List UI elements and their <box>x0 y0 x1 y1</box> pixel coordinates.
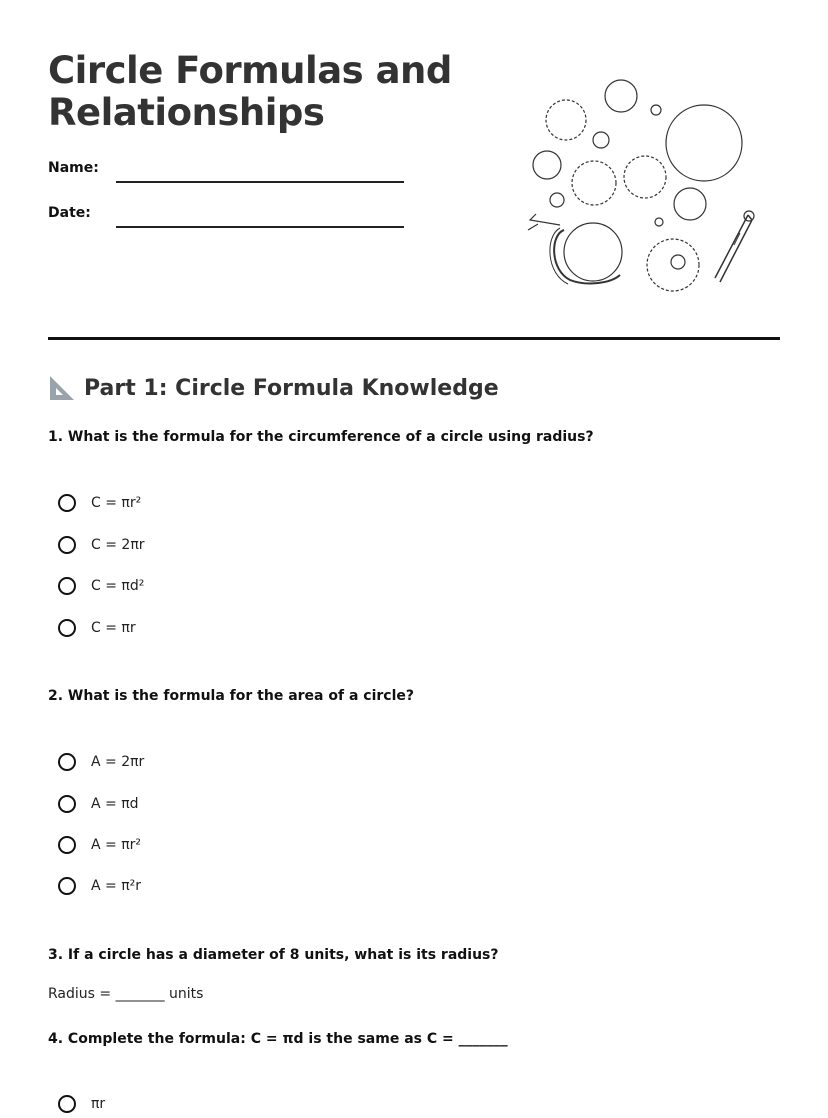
q2-option-1[interactable] <box>58 750 144 774</box>
q1-option-2[interactable] <box>58 533 145 557</box>
q1-option-4[interactable] <box>58 616 136 640</box>
circles-compass-tape-measure-icon <box>520 70 760 295</box>
radio-button[interactable] <box>58 494 76 512</box>
radio-button[interactable] <box>58 753 76 771</box>
option-label: C = πr² <box>91 495 142 511</box>
question-1: 1. What is the formula for the circumference of a circle using radius? <box>48 429 594 445</box>
radio-button[interactable] <box>58 795 76 813</box>
title-line-2: Relationships <box>48 91 325 134</box>
date-label: Date: <box>48 205 91 221</box>
option-label: πr <box>91 1096 106 1112</box>
radius-answer[interactable]: Radius = _______ units <box>48 986 204 1002</box>
q2-option-4[interactable] <box>58 874 141 898</box>
option-label: A = 2πr <box>91 754 145 770</box>
radio-button[interactable] <box>58 836 76 854</box>
q1-option-3[interactable] <box>58 574 144 598</box>
q1-option-1[interactable] <box>58 491 141 515</box>
radio-button[interactable] <box>58 536 76 554</box>
part-1-heading: Part 1: Circle Formula Knowledge <box>84 375 499 401</box>
radio-button[interactable] <box>58 1095 76 1113</box>
option-label: C = πd² <box>91 578 145 594</box>
option-label: A = πd <box>91 796 139 812</box>
section-divider <box>48 337 780 340</box>
option-label: C = πr <box>91 620 136 636</box>
option-label: A = π²r <box>91 878 142 894</box>
radio-button[interactable] <box>58 619 76 637</box>
question-4: 4. Complete the formula: C = πd is the same as C = _______ <box>48 1031 508 1047</box>
option-label: C = 2πr <box>91 537 145 553</box>
option-label: A = πr² <box>91 837 142 853</box>
name-field[interactable] <box>116 181 404 183</box>
title-line-1: Circle Formulas and <box>48 49 452 92</box>
q2-option-3[interactable] <box>58 833 141 857</box>
part-1-header <box>48 374 499 402</box>
question-3: 3. If a circle has a diameter of 8 units, what is its radius? <box>48 947 499 963</box>
radio-button[interactable] <box>58 577 76 595</box>
radio-button[interactable] <box>58 877 76 895</box>
page-title <box>48 50 452 134</box>
question-2: 2. What is the formula for the area of a circle? <box>48 688 414 704</box>
set-square-icon <box>48 374 76 402</box>
name-label: Name: <box>48 160 99 176</box>
date-field[interactable] <box>116 226 404 228</box>
q2-option-2[interactable] <box>58 792 139 816</box>
q4-option-1[interactable] <box>58 1092 105 1116</box>
